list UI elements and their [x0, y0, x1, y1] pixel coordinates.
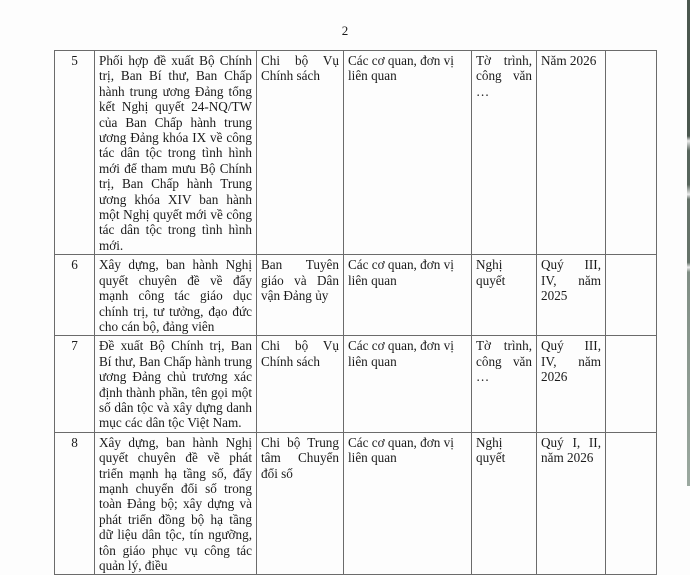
note-cell	[606, 432, 657, 575]
lead-unit: Chi bộ Trung tâm Chuyển đổi số	[257, 432, 344, 575]
table-row	[55, 336, 657, 432]
coordinating-unit: Các cơ quan, đơn vị liên quan	[344, 255, 472, 336]
note-cell	[606, 336, 657, 432]
coordinating-unit: Các cơ quan, đơn vị liên quan	[344, 51, 472, 255]
completion-time: Quý III, IV, năm 2026	[537, 336, 606, 432]
completion-time: Quý III, IV, năm 2025	[537, 255, 606, 336]
product-type: Nghị quyết	[472, 432, 537, 575]
row-number: 6	[55, 255, 95, 336]
completion-time: Năm 2026	[537, 51, 606, 255]
coordinating-unit: Các cơ quan, đơn vị liên quan	[344, 432, 472, 575]
table-row	[55, 432, 657, 575]
table-row	[55, 51, 657, 255]
product-type: Tờ trình, công văn …	[472, 51, 537, 255]
lead-unit: Chi bộ Vụ Chính sách	[257, 336, 344, 432]
task-description: Xây dựng, ban hành Nghị quyết chuyên đề về đẩy mạnh công tác giáo dục chính trị, tư tưởng, đạo đức cho cán bộ, đảng viên	[95, 255, 257, 336]
note-cell	[606, 51, 657, 255]
product-type: Tờ trình, công văn …	[472, 336, 537, 432]
page-number: 2	[341, 23, 349, 38]
row-number: 5	[55, 51, 95, 255]
row-number: 8	[55, 432, 95, 575]
task-description: Phối hợp đề xuất Bộ Chính trị, Ban Bí thư, Ban Chấp hành trung ương Đảng tổng kết Nghị quyết 24-NQ/TW của Ban Chấp hành trung ương Đảng khóa IX về công tác dân tộc trong tình hình mới để tham mưu Bộ Chính trị, Ban Chấp hành Trung ương khóa XIV ban hành một Nghị quyết mới về công tác dân tộc trong tình hình mới.	[95, 51, 257, 255]
task-description: Xây dựng, ban hành Nghị quyết chuyên đề về phát triển mạnh hạ tầng số, đẩy mạnh chuyển đổi số trong toàn Đảng bộ; xây dựng và phát triển đồng bộ hạ tầng dữ liệu dân tộc, tín ngưỡng, tôn giáo phục vụ công tác quản lý, điều	[95, 432, 257, 575]
lead-unit: Chi bộ Vụ Chính sách	[257, 51, 344, 255]
lead-unit: Ban Tuyên giáo và Dân vận Đảng ủy	[257, 255, 344, 336]
note-cell	[606, 255, 657, 336]
product-type: Nghị quyết	[472, 255, 537, 336]
coordinating-unit: Các cơ quan, đơn vị liên quan	[344, 336, 472, 432]
row-number: 7	[55, 336, 95, 432]
completion-time: Quý I, II, năm 2026	[537, 432, 606, 575]
task-plan-table	[54, 50, 657, 575]
table-row	[55, 255, 657, 336]
task-description: Đề xuất Bộ Chính trị, Ban Bí thư, Ban Chấp hành trung ương Đảng chủ trương xác định thành phần, tên gọi một số dân tộc và xây dựng danh mục các dân tộc Việt Nam.	[95, 336, 257, 432]
